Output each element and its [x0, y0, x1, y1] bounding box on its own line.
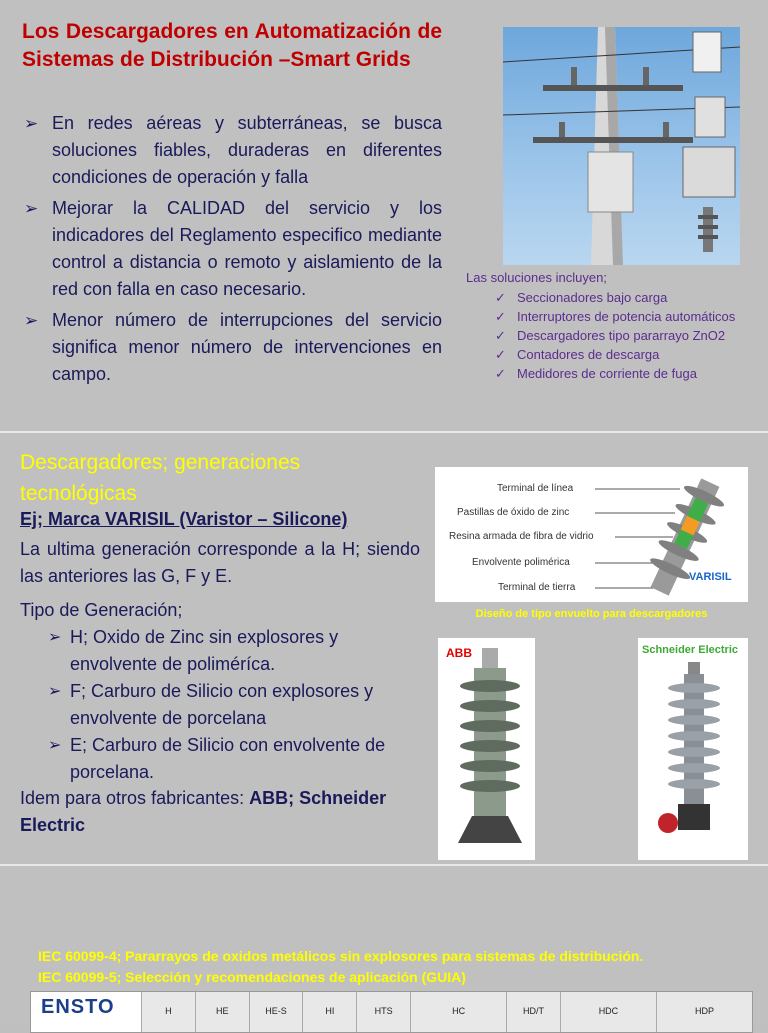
slide-generations	[0, 433, 768, 864]
intro-paragraph: La ultima generación corresponde a la H; siendo las anteriores las G, F y E.	[20, 539, 420, 586]
iec-line: IEC 60099-5; Selección y recomendaciones de aplicación (GUIA)	[38, 969, 466, 985]
list-item: ✓ Contadores de descarga	[495, 347, 660, 362]
slide1-bullet-list	[22, 110, 442, 392]
check-icon: ✓	[495, 347, 506, 362]
varisil-diagram	[435, 467, 748, 602]
schneider-logo: Schneider Electric	[642, 644, 738, 656]
arrow-bullet-icon: ➢	[48, 629, 62, 646]
table-header-cell: HE-S	[249, 992, 303, 1032]
list-item: ✓ Interruptores de potencia automáticos	[495, 309, 736, 324]
list-item: ✓ Medidores de corriente de fuga	[495, 366, 697, 381]
ensto-logo: ENSTO	[41, 996, 115, 1018]
table-header-cell: HDP	[656, 992, 752, 1032]
check-icon: ✓	[495, 309, 506, 324]
list-item: ✓ Descargadores tipo pararrayo ZnO2	[495, 328, 726, 343]
bullet-item: ➢ Mejorar la CALIDAD del servicio y los indicadores del Reglamento especifico mediante control a distancia o remoto y aislamiento de la red con falla en caso necesario.	[22, 195, 442, 303]
table-header-cell: HC	[410, 992, 506, 1032]
table-header-cell: HE	[195, 992, 249, 1032]
solutions-list	[495, 288, 755, 383]
slide1-title: Los Descargadores en Automatización de Sistemas de Distribución –Smart Grids	[22, 20, 442, 71]
slide-smart-grids	[0, 0, 768, 431]
table-header-cell: HTS	[356, 992, 410, 1032]
arrow-bullet-icon: ➢	[24, 199, 39, 218]
slide2-title: Descargadores; generaciones tecnológicas	[20, 451, 301, 505]
diagram-label: Terminal de tierra	[498, 582, 576, 593]
diagram-caption: Diseño de tipo envuelto para descargadores	[475, 608, 708, 620]
bullet-item: ➢ Menor número de interrupciones del servicio significa menor número de intervenciones en campo.	[22, 307, 442, 388]
table-header-cell: HDC	[560, 992, 656, 1032]
diagram-label: Resina armada de fibra de vidrio	[449, 531, 594, 542]
diagram-label: Pastillas de óxido de zinc	[457, 507, 570, 518]
slide-iec-standards	[0, 866, 768, 1024]
check-icon: ✓	[495, 290, 506, 305]
list-item: ✓ Seccionadores bajo carga	[495, 290, 668, 305]
table-header-cell: HI	[302, 992, 356, 1032]
abb-arrester-image	[438, 638, 535, 860]
arrow-bullet-icon: ➢	[24, 114, 39, 133]
other-manufacturers: Idem para otros fabricantes: ABB; Schneider Electric	[20, 788, 387, 835]
list-item: ➢ E; Carburo de Silicio con envolvente de porcelana.	[48, 732, 418, 786]
check-icon: ✓	[495, 328, 506, 343]
solutions-heading: Las soluciones incluyen;	[466, 270, 607, 285]
diagram-label: Terminal de línea	[497, 483, 574, 494]
iec-line: IEC 60099-4; Pararrayos de oxidos metálicos sin explosores para sistemas de distribución.	[38, 948, 644, 964]
slide2-subtitle: Ej; Marca VARISIL (Varistor – Silicone)	[20, 509, 348, 529]
generation-list	[48, 624, 418, 786]
list-item: ➢ H; Oxido de Zinc sin explosores y envolvente de poliméríca.	[48, 624, 418, 678]
types-heading: Tipo de Generación;	[20, 600, 183, 620]
iec-standards-text	[38, 946, 758, 988]
arrow-bullet-icon: ➢	[24, 311, 39, 330]
list-item: ➢ F; Carburo de Silicio con explosores y envolvente de porcelana	[48, 678, 418, 732]
ensto-product-table	[30, 991, 753, 1033]
table-header-cell: HD/T	[506, 992, 560, 1032]
arrow-bullet-icon: ➢	[48, 683, 62, 700]
distribution-pole-photo	[503, 27, 740, 265]
schneider-arrester-image	[638, 638, 748, 860]
arrow-bullet-icon: ➢	[48, 737, 62, 754]
diagram-label: Envolvente polimérica	[472, 557, 570, 568]
abb-logo: ABB	[446, 646, 472, 660]
varisil-brand: VARISIL	[689, 571, 732, 583]
check-icon: ✓	[495, 366, 506, 381]
bullet-item: ➢ En redes aéreas y subterráneas, se busca soluciones fiables, duraderas en diferentes condiciones de operación y falla	[22, 110, 442, 191]
table-header-cell: H	[141, 992, 195, 1032]
